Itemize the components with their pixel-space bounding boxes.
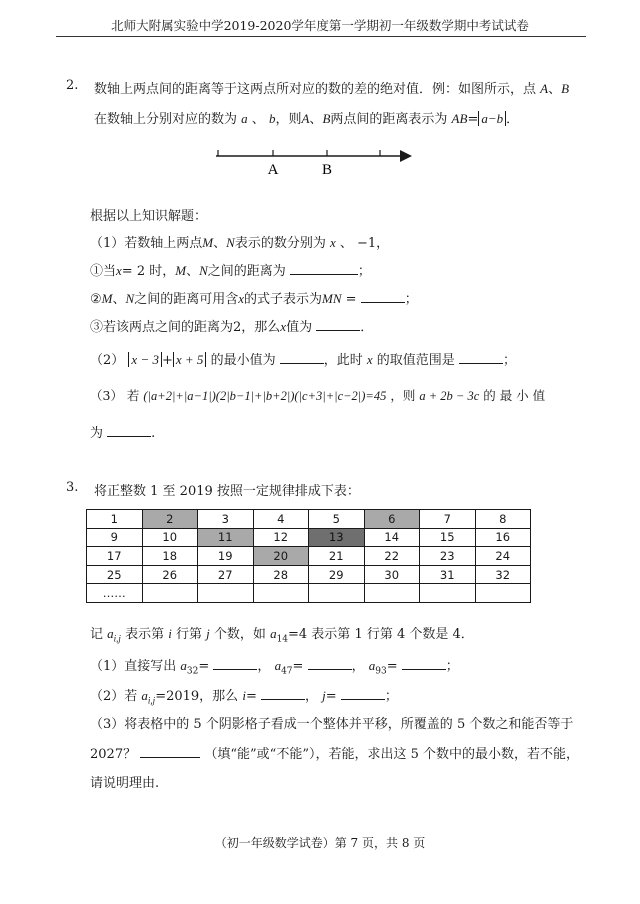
label-a: A	[267, 162, 279, 178]
table-cell-shaded: 2	[142, 510, 198, 529]
answer-blank[interactable]	[213, 657, 257, 670]
header-divider	[56, 36, 586, 37]
q3-p2-sub: i,j	[147, 695, 156, 706]
q2-s2-end: ；	[404, 292, 418, 307]
table-cell: 31	[420, 565, 476, 584]
table-cell: 8	[475, 510, 531, 529]
q2-s2-mid2: 的式子表示为	[243, 292, 322, 307]
q2-p2-mid3: 的取值范围是	[376, 353, 455, 368]
q2-p1-values: 、 −1，	[339, 236, 390, 251]
q2-p1	[90, 232, 389, 251]
q2-s1-end: ；	[357, 264, 371, 279]
q3-p2-sep: ，	[304, 689, 318, 704]
q3-p1-a3: a	[368, 658, 376, 673]
table-cell: 27	[198, 565, 254, 584]
q2-p1-s1	[90, 260, 371, 279]
number-line-arrow	[400, 150, 412, 162]
q3-p1-s2: 47	[281, 666, 293, 677]
q2-s3-end: ．	[360, 320, 374, 335]
q3-line1: 将正整数 1 至 2019 按照一定规律排成下表：	[94, 484, 360, 499]
q2-s2-m: M	[101, 291, 113, 306]
table-cell: 21	[309, 547, 365, 566]
q3-note-post: =4 表示第 1 行第 4 个数是 4．	[288, 627, 474, 642]
q3-note-mid3: 个数，如	[213, 627, 266, 642]
answer-blank[interactable]	[361, 290, 405, 303]
q2-line2-post: 两点间的距离表示为	[330, 112, 448, 127]
answer-blank[interactable]	[290, 262, 358, 275]
table-row	[87, 565, 531, 584]
answer-blank[interactable]	[459, 351, 503, 364]
q2-s2-sep: 、	[112, 292, 126, 307]
q2-s1-pre: ①当	[90, 264, 117, 279]
q3-number: 3.	[66, 480, 79, 495]
q2-p1-label: （1）若数轴上两点	[90, 236, 203, 251]
q3-p2-mid: =2019，那么	[155, 689, 239, 704]
q2-point-b: B	[561, 81, 570, 96]
q2-s3-mid: 值为	[286, 320, 313, 335]
q3-p1	[90, 655, 459, 677]
q3-p1-a2: a	[274, 658, 282, 673]
q3-p1-s1: 32	[186, 666, 199, 677]
q2-s3-pre: ③若该两点之间的距离为2，那么	[90, 320, 281, 335]
table-cell: 3	[198, 510, 254, 529]
q3-p2-end: ；	[384, 689, 398, 704]
q3-p1-pre: （1）直接写出	[90, 659, 177, 674]
q3-p3-line3: 请说明理由.	[90, 776, 160, 791]
q3-p1-eq2: =	[292, 659, 304, 674]
table-cell: 32	[475, 565, 531, 584]
q3-note-mid: 表示第	[125, 627, 165, 642]
q2-p1-x: x	[329, 235, 336, 250]
table-cell-ellipsis: ……	[87, 584, 143, 603]
table-cell	[253, 584, 309, 603]
q2-line2	[94, 108, 519, 127]
q2-p3-line2	[90, 422, 155, 441]
q2-p1-text: 表示的数分别为	[234, 236, 326, 251]
page-header: 北师大附属实验中学2019-2020学年度第一学期初一年级数学期中考试试卷	[111, 18, 529, 33]
table-row	[87, 528, 531, 547]
table-cell: 30	[364, 565, 420, 584]
table-cell: 5	[309, 510, 365, 529]
q2-formula-abs: a−b	[478, 111, 506, 126]
q2-s1-mid: = 2 时，	[121, 264, 176, 279]
q3-note-j: j	[206, 626, 210, 641]
table-row	[87, 547, 531, 566]
table-cell: 29	[309, 565, 365, 584]
q3-note-ij: i,j	[113, 633, 121, 644]
q2-p3-label: （3） 若	[90, 388, 140, 403]
table-cell	[198, 584, 254, 603]
table-cell: 12	[253, 528, 309, 547]
q3-note-pre: 记	[90, 627, 104, 642]
q3-p1-a1: a	[180, 658, 187, 673]
q2-p1-s3	[90, 316, 373, 335]
q2-p1-n: N	[226, 235, 235, 250]
q2-p2-label: （2）	[90, 353, 125, 368]
q2-p3-tail: 的 最 小 值	[483, 388, 546, 403]
table-cell	[420, 584, 476, 603]
q3-note-i: i	[168, 626, 172, 641]
table-cell	[364, 584, 420, 603]
table-cell: 19	[198, 547, 254, 566]
q3-p2-eq1: =	[245, 689, 257, 704]
q2-s1-n: N	[199, 263, 208, 278]
q2-p2-end: ；	[502, 353, 516, 368]
table-cell	[142, 584, 198, 603]
table-cell	[475, 584, 531, 603]
number-table	[86, 509, 531, 603]
q2-p2-mid: 的最小值为	[210, 353, 276, 368]
table-cell: 23	[420, 547, 476, 566]
q3-p1-sep2: ，	[351, 659, 365, 674]
q2-s2-eq: =	[345, 292, 357, 307]
q2-p1-sep: 、	[213, 236, 227, 251]
q2-p3-end: .	[151, 426, 156, 441]
q2-s1-sep: 、	[186, 264, 200, 279]
table-row	[87, 510, 531, 529]
q3-p3-line2	[90, 743, 579, 762]
q2-s2-x: x	[238, 291, 244, 306]
q3-p1-eq3: =	[386, 659, 398, 674]
answer-blank[interactable]	[308, 657, 352, 670]
q2-line2-mid: ，则	[275, 112, 302, 127]
table-row	[87, 584, 531, 603]
answer-blank[interactable]	[280, 351, 324, 364]
q2-p3-line2-text: 为	[90, 426, 104, 441]
q3-note-eg-sub: 14	[276, 634, 289, 645]
q2-line1-text: 数轴上两点间的距离等于这两点所对应的数的差的绝对值．例：如图所示，点	[94, 82, 537, 97]
q2-sep: 、	[548, 82, 562, 97]
q2-line1	[94, 78, 569, 97]
q3-note	[90, 623, 474, 645]
q2-line2-b: B	[322, 111, 331, 126]
q2-p2	[90, 349, 516, 368]
label-b: B	[321, 162, 333, 178]
q2-number: 2.	[66, 78, 79, 93]
q2-p3-mid: ，则	[390, 388, 416, 403]
q3-p2-eq2: =	[325, 689, 337, 704]
q3-p2-a: a	[141, 688, 148, 703]
q2-line2-sep: 、	[251, 112, 265, 127]
answer-blank[interactable]	[402, 657, 446, 670]
answer-blank[interactable]	[107, 424, 151, 437]
table-cell: 14	[364, 528, 420, 547]
q3-p1-s3: 93	[375, 666, 387, 677]
table-cell: 25	[87, 565, 143, 584]
q2-point-a: A	[540, 81, 549, 96]
q3-p1-sep1: ，	[257, 659, 271, 674]
table-cell: 24	[475, 547, 531, 566]
q2-line2-sep2: 、	[309, 112, 323, 127]
table-cell-shaded: 6	[364, 510, 420, 529]
q3-p1-eq1: =	[198, 659, 210, 674]
table-cell: 7	[420, 510, 476, 529]
number-line	[210, 140, 420, 180]
table-cell	[309, 584, 365, 603]
q3-p2-pre: （2）若	[90, 689, 138, 704]
q2-var-b: b	[268, 111, 276, 126]
answer-blank[interactable]	[261, 687, 305, 700]
q3-p3-line1: （3）将表格中的 5 个阴影格子看成一个整体并平移，所覆盖的 5 个数之和能否等于	[90, 717, 574, 732]
table-cell: 9	[87, 528, 143, 547]
q2-p2-plus: +	[161, 353, 173, 368]
q3-note-eg: a	[270, 626, 277, 641]
answer-blank[interactable]	[140, 745, 200, 758]
q3-note-mid2: 行第	[175, 627, 202, 642]
q2-s2-n: N	[125, 291, 135, 306]
q2-p2-x: x	[366, 352, 373, 367]
q2-var-a: a	[241, 111, 248, 126]
table-cell: 1	[87, 510, 143, 529]
q2-p3-expr: a + 2b − 3c	[419, 389, 480, 403]
q2-formula-eq: =	[467, 112, 479, 127]
q2-p3	[90, 386, 545, 404]
table-cell: 16	[475, 528, 531, 547]
q2-s1-x: x	[116, 263, 122, 278]
q3-p3-pre: 2027？	[90, 747, 137, 762]
table-cell-shaded: 20	[253, 547, 309, 566]
table-cell: 22	[364, 547, 420, 566]
table-cell: 28	[253, 565, 309, 584]
q3-p2-j: j	[322, 688, 326, 703]
table-cell-shaded: 11	[198, 528, 254, 547]
q2-s2-mn: MN	[322, 291, 342, 306]
q2-s1-post: 之间的距离为	[207, 264, 286, 279]
q2-p2-mid2: ，此时	[323, 353, 363, 368]
q3-note-a: a	[107, 626, 114, 641]
q2-line2-a: A	[301, 111, 310, 126]
q2-s3-x: x	[280, 319, 287, 334]
table-cell: 26	[142, 565, 198, 584]
q3-p3-post: （填“能”或“不能”），若能，求出这 5 个数中的最小数，若不能，	[204, 747, 579, 762]
q2-p2-abs2: x + 5	[173, 352, 207, 367]
q2-p1-m: M	[202, 235, 214, 250]
answer-blank[interactable]	[341, 687, 385, 700]
page-footer: （初一年级数学试卷）第 7 页，共 8 页	[214, 836, 426, 850]
q2-s2-pre: ②	[90, 292, 102, 307]
q2-intro: 根据以上知识解题：	[90, 209, 208, 224]
q2-s2-mid: 之间的距离可用含	[134, 292, 239, 307]
table-cell: 10	[142, 528, 198, 547]
q3-p1-end: ；	[445, 659, 459, 674]
q2-p3-formula: (|a+2|+|a−1|)(2|b−1|+|b+2|)(|c+3|+|c−2|)=45	[143, 389, 387, 403]
answer-blank[interactable]	[316, 318, 360, 331]
table-cell: 15	[420, 528, 476, 547]
q2-p2-abs1: x − 3	[128, 352, 162, 367]
q2-p1-s2	[90, 288, 418, 307]
table-cell: 17	[87, 547, 143, 566]
table-cell-shaded: 13	[309, 528, 365, 547]
q2-line2-end: ．	[506, 112, 520, 127]
table-cell: 4	[253, 510, 309, 529]
q2-line2-pre: 在数轴上分别对应的数为	[94, 112, 238, 127]
q3-p2-i: i	[242, 688, 246, 703]
table-cell: 18	[142, 547, 198, 566]
q3-p2	[90, 685, 398, 706]
q2-formula-lhs: AB	[451, 111, 468, 126]
q2-s1-m: M	[175, 263, 187, 278]
